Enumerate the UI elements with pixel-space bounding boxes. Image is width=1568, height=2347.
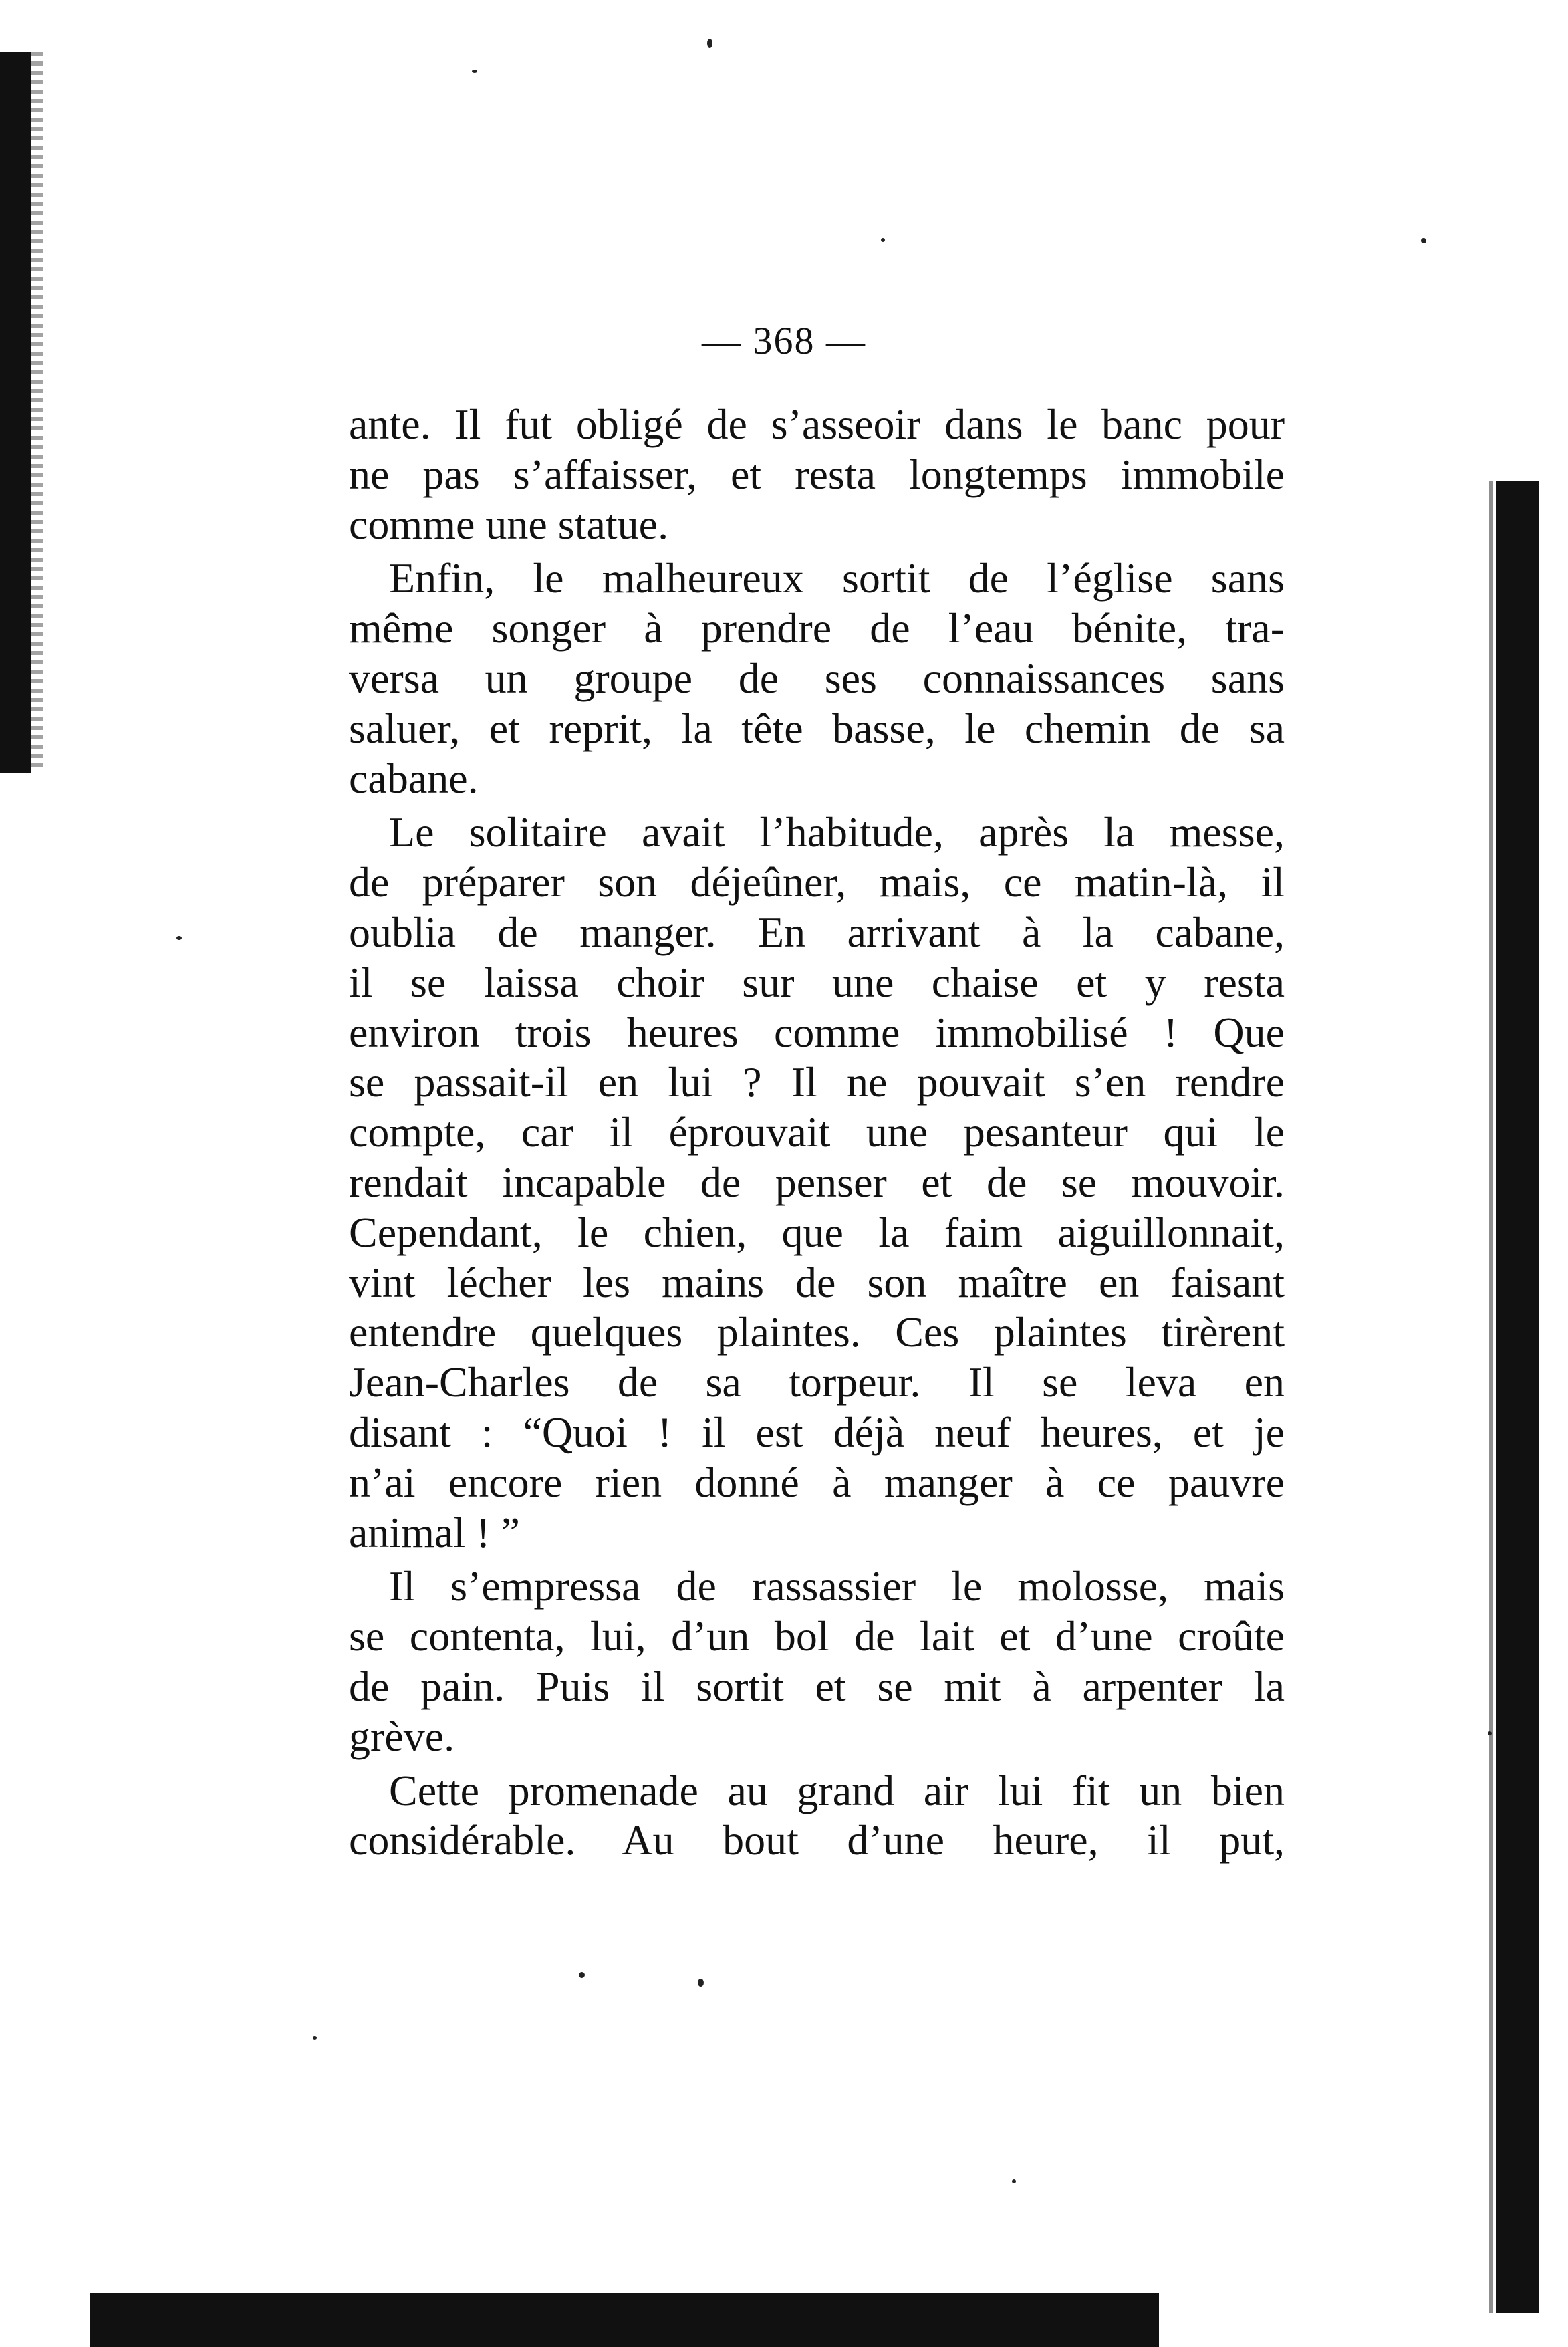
text-line: Cette promenade au grand air lui fit un bien [389,1766,1285,1814]
text-line: considérable. Au bout d’une heure, il put, [349,1816,1285,1864]
text-line: rendait incapable de penser et de se mouvoir. [349,1158,1285,1206]
text-line: Enfin, le malheureux sortit de l’église sans [389,554,1285,602]
text-line: Cependant, le chien, que la faim aiguillonnait, [349,1208,1285,1256]
text-line: entendre quelques plaintes. Ces plaintes tirèrent [349,1308,1285,1356]
text-line: de préparer son déjeûner, mais, ce matin-là, il [349,858,1285,906]
scan-speck [698,1979,704,1987]
text-line: n’ai encore rien donné à manger à ce pauvre [349,1458,1285,1506]
text-line: versa un groupe de ses connaissances sans [349,654,1285,702]
scan-speck [313,2036,317,2040]
scan-speck [472,70,477,73]
scan-speck [579,1972,585,1978]
body-text [349,400,1285,1866]
text-line: Jean-Charles de sa torpeur. Il se leva en [349,1358,1285,1406]
scan-speck [881,238,885,242]
text-line: ante. Il fut obligé de s’asseoir dans le banc pour [349,400,1285,448]
scan-speck [1012,2179,1016,2183]
text-line: disant : “Quoi ! il est déjà neuf heures, et je [349,1408,1285,1456]
scan-binding-edge-right [1496,481,1539,2313]
text-line: grève. [349,1712,455,1760]
text-line: il se laissa choir sur une chaise et y resta [349,958,1285,1006]
scan-binding-edge-left [0,52,31,773]
text-line: Il s’empressa de rassassier le molosse, mais [389,1562,1285,1610]
text-line: comme une statue. [349,500,669,548]
text-line: vint lécher les mains de son maître en faisant [349,1258,1285,1306]
text-line: Le solitaire avait l’habitude, après la messe, [389,808,1285,856]
scan-bottom-edge [90,2293,1159,2347]
text-line: compte, car il éprouvait une pesanteur qui le [349,1108,1285,1156]
scan-binding-shadow-right [1489,481,1493,2313]
scan-speck [707,39,712,48]
scan-speck [1488,1731,1492,1735]
text-line: se passait-il en lui ? Il ne pouvait s’en rendre [349,1058,1285,1106]
scan-speck [1421,238,1426,243]
page-number: — 368 — [702,319,866,362]
scan-speck [176,936,182,940]
text-line: se contenta, lui, d’un bol de lait et d’une croûte [349,1612,1285,1660]
text-line: de pain. Puis il sortit et se mit à arpenter la [349,1662,1285,1710]
text-line: animal ! ” [349,1508,520,1556]
scan-binding-shadow-left [31,52,43,773]
text-line: environ trois heures comme immobilisé ! Que [349,1008,1285,1056]
text-line: ne pas s’affaisser, et resta longtemps immobile [349,450,1285,498]
text-line: oublia de manger. En arrivant à la cabane, [349,908,1285,956]
text-line: même songer à prendre de l’eau bénite, tra- [349,604,1285,652]
text-line: cabane. [349,754,479,802]
text-line: saluer, et reprit, la tête basse, le chemin de sa [349,704,1285,752]
